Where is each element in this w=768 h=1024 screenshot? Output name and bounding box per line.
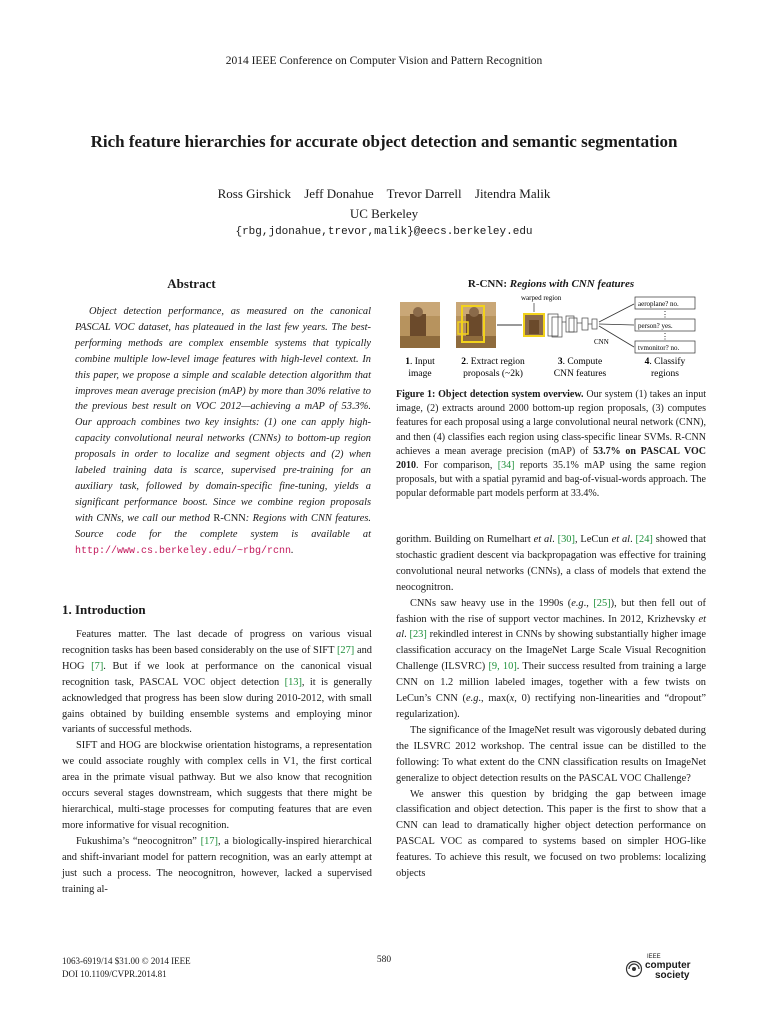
right-column-body <box>396 532 706 882</box>
caption-bold: 53.7% on PASCAL VOC 2010 <box>396 445 706 472</box>
citation-link[interactable]: [24] <box>635 534 653 545</box>
computer-society-logo <box>625 954 705 982</box>
abstract-body-2: : Regions with CNN features. Source code for the complete system is available at <box>75 512 371 540</box>
body-paragraph: We answer this question by bridging the gap between image classification and object detection. This paper is the first to show that a CNN can lead to dramatically higher object detection performance on PASCAL VOC as compared to systems based on simpler HOG-like features. To achieve this result, we focused on two problems: localizing objects <box>396 788 706 880</box>
author-name: Ross Girshick <box>217 186 291 201</box>
body-paragraph <box>396 596 706 723</box>
citation-link[interactable]: [13] <box>284 676 302 688</box>
text-run: e.g <box>571 597 584 609</box>
text-run: rekindled interest in CNNs by showing substantially higher image classification accuracy on the ImageNet Large Scale Visual Recognition Challenge (ILSVRC) <box>396 629 706 673</box>
step-label-4: 4. Classify <box>644 357 686 367</box>
step-label-1: 1. Input <box>405 357 435 367</box>
caption-text: reports 35.1% mAP using the same region proposals, but with a spatial pyramid and bag-of-visual-words approach. The popular deformable part models perform at 33.4%. <box>396 460 706 500</box>
text-run: . Their success resulted from training a large CNN on 1.2 million labeled images, together with a few twists on LeCun’s CNN ( <box>396 661 706 705</box>
text-run: and HOG <box>62 644 372 672</box>
text-run: et al <box>533 534 553 545</box>
page-number: 580 <box>376 955 392 965</box>
text-run: , 0) rectifying non-linearities and “dropout” regularization). <box>396 693 706 720</box>
text-run: . <box>404 629 410 641</box>
abstract-end: . <box>291 544 294 556</box>
citation-link[interactable]: [17] <box>200 835 218 847</box>
input-image <box>400 302 440 348</box>
abstract-text <box>75 304 371 560</box>
citation-link[interactable]: [30] <box>557 534 575 545</box>
output-aeroplane: aeroplane? no. <box>638 300 679 308</box>
body-paragraph: The significance of the ImageNet result was vigorously debated during the ILSVRC 2012 workshop. The central issue can be distilled to the following: To what extent do the CNN classification results on ImageNet generalize to object detection results on the PASCAL VOC Challenge? <box>396 724 706 784</box>
text-run: , a biologically-inspired hierarchical and shift-invariant model for pattern recognition, was an early attempt at just such a process. The neocognitron, however, lacked a supervised training al- <box>62 835 373 895</box>
cnn-label: CNN <box>594 338 609 346</box>
text-run: gorithm. Building on Rumelhart <box>396 534 534 545</box>
step-label-3-line2: CNN features <box>553 369 607 379</box>
vdots: ⋮ <box>661 332 669 341</box>
text-run: . <box>630 534 636 545</box>
author-email: {rbg,jdonahue,trevor,malik}@eecs.berkeley.edu <box>235 226 533 238</box>
citation-link[interactable]: [23] <box>409 629 427 641</box>
author-list <box>0 184 768 204</box>
method-name: R-CNN <box>213 512 246 524</box>
warped-region-image <box>524 314 544 336</box>
rcnn-pipeline-figure <box>396 292 706 382</box>
citation-link[interactable]: [25] <box>593 597 611 609</box>
citation-link[interactable]: [7] <box>91 660 104 672</box>
issn-price: 1063-6919/14 $31.00 © 2014 IEEE <box>62 956 191 966</box>
step-label-2-line2: proposals (~2k) <box>463 369 523 379</box>
text-run: CNNs saw heavy use in the 1990s ( <box>410 597 572 609</box>
author-name: Jitendra Malik <box>474 186 551 201</box>
figure-title <box>396 278 706 290</box>
text-run: et al <box>396 613 706 641</box>
caption-label: Figure 1: Object detection system overview. <box>396 389 584 400</box>
text-run: showed that stochastic gradient descent via backpropagation was effective for training convolutional neural networks (CNNs), a class of models that extend the neocognitron. <box>396 534 706 593</box>
abstract-body: Object detection performance, as measured on the canonical PASCAL VOC dataset, has plateaued in the last few years. The best-performing methods are complex ensemble systems that typically combine multiple low-level image features with high-level context. In this paper, we propose a simple and scalable detection algorithm that improves mean average precision (mAP) by more than 30% relative to the previous best result on VOC 2012—achieving a mAP of 53.3%. Our approach combines two key insights: (1) one can apply high-capacity convolutional neural networks (CNNs) to bottom-up region proposals in order to localize and segment objects and (2) when labeled training data is scarce, supervised pre-training for an auxiliary task, followed by domain-specific fine-tuning, yields a significant performance boost. Since we combine region proposals with CNNs, we call our method <box>75 306 371 524</box>
output-person: person? yes. <box>638 322 673 330</box>
intro-paragraph: SIFT and HOG are blockwise orientation histograms, a representation we could associate roughly with complex cells in V1, the first cortical area in the primate visual pathway. But we also know that recognition occurs several stages downstream, which suggests that there might be hierarchical, multi-stage processes for computing features that are even more informative for visual recognition. <box>62 740 372 831</box>
warped-region-label: warped region <box>521 294 562 302</box>
text-run: Fukushima’s “neocognitron” <box>76 835 201 847</box>
caption-text: . For comparison, <box>416 460 498 472</box>
affiliation: UC Berkeley <box>349 206 419 221</box>
step-label-1-line2: image <box>408 369 432 379</box>
logo-computer-text: computer <box>645 960 691 971</box>
source-code-link[interactable]: http://www.cs.berkeley.edu/~rbg/rcnn <box>75 545 292 557</box>
conference-header: 2014 IEEE Conference on Computer Vision and Pattern Recognition <box>225 55 543 67</box>
text-run: . <box>552 534 558 545</box>
citation-link[interactable]: [9, 10] <box>488 661 517 673</box>
text-run: ), but then fell out of fashion with the rise of support vector machines. In 2012, Krizhevsky <box>396 597 707 625</box>
text-run: ., <box>583 597 594 609</box>
author-block <box>0 184 768 224</box>
vdots: ⋮ <box>661 310 669 319</box>
section-heading-introduction: 1. Introduction <box>62 602 146 617</box>
author-name: Jeff Donahue <box>304 186 374 201</box>
figure-caption <box>396 388 706 502</box>
text-run: . But if we look at performance on the canonical visual recognition task, PASCAL VOC object detection <box>62 660 373 688</box>
caption-text: Our system (1) takes an input image, (2) extracts around 2000 bottom-up region proposals, (3) computes features for each proposal using a large convolutional neural network (CNN), and then (4) classifies each region using class-specific linear SVMs. R-CNN achieves a mean average precision (mAP) of <box>396 389 706 457</box>
paper-title: Rich feature hierarchies for accurate object detection and semantic segmentation <box>90 132 678 151</box>
logo-society-text: society <box>655 970 690 981</box>
introduction-body <box>62 627 372 897</box>
text-run: , LeCun <box>574 534 612 545</box>
text-run: e.g <box>466 693 479 705</box>
abstract-heading: Abstract <box>167 276 216 291</box>
citation-link[interactable]: [27] <box>336 644 355 656</box>
body-paragraph <box>396 532 706 596</box>
text-run: ., max( <box>478 693 510 705</box>
figure-title-italic: Regions with CNN features <box>509 278 635 290</box>
author-name: Trevor Darrell <box>386 186 462 201</box>
figure-title-bold: R-CNN: <box>467 278 510 290</box>
citation-link[interactable]: [34] <box>497 460 515 472</box>
intro-paragraph <box>62 834 372 898</box>
text-run: x <box>509 693 515 705</box>
doi: DOI 10.1109/CVPR.2014.81 <box>62 969 167 979</box>
logo-ieee-text: IEEE <box>647 954 661 960</box>
output-tvmonitor: tvmonitor? no. <box>638 344 680 352</box>
cnn-block <box>548 314 597 337</box>
region-proposals-image <box>456 302 496 348</box>
text-run: et al <box>611 534 631 545</box>
step-label-3: 3. Compute <box>557 357 603 367</box>
step-label-4-line2: regions <box>651 369 679 379</box>
intro-paragraph <box>62 627 372 738</box>
text-run: Features matter. The last decade of progress on various visual recognition tasks has been based considerably on the use of SIFT <box>62 629 372 656</box>
text-run: , it is generally acknowledged that progress has been slow during 2010-2012, with small gains obtained by building ensemble systems and employing minor variants of successful methods. <box>62 676 372 736</box>
logo-icon <box>625 960 643 978</box>
step-label-2: 2. Extract region <box>461 357 525 367</box>
